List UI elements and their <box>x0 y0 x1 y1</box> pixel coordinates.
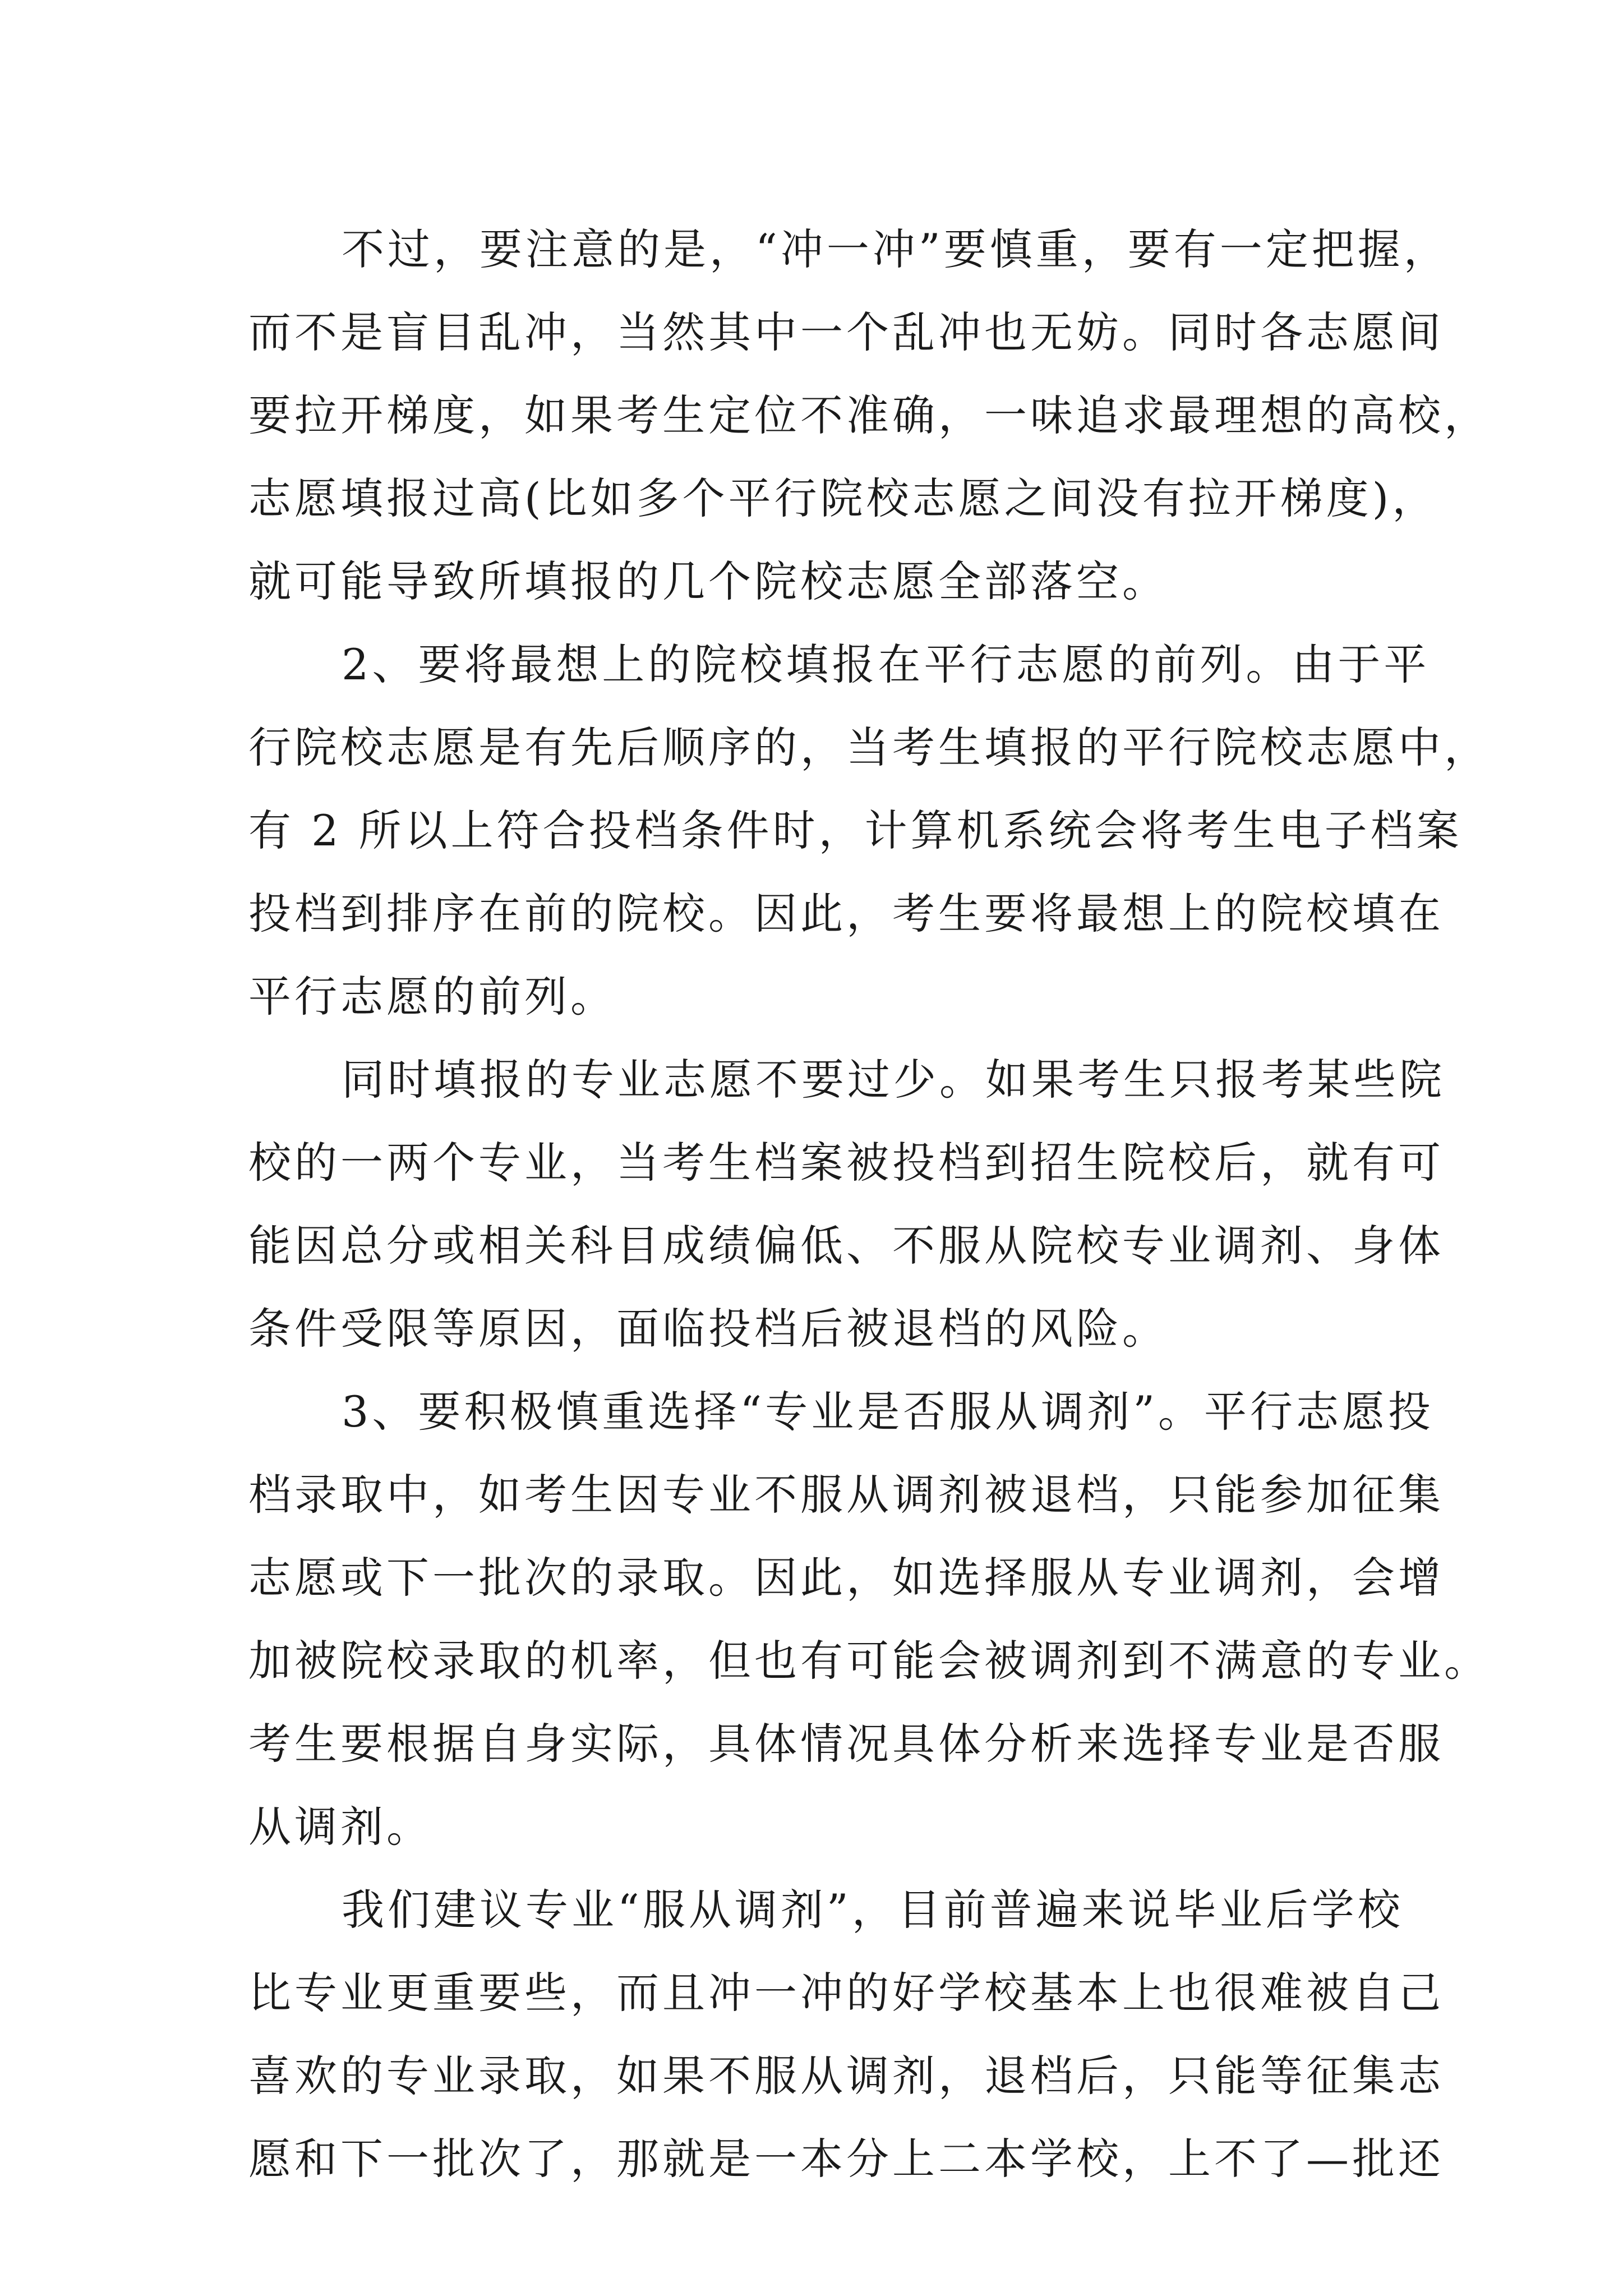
text-line: 不过，要注意的是，“冲一冲”要慎重，要有一定把握， <box>342 224 1450 274</box>
text-line: 2、要将最想上的院校填报在平行志愿的前列。由于平 <box>342 639 1430 689</box>
text-line: 投档到排序在前的院校。因此，考生要将最想上的院校填在 <box>248 889 1444 938</box>
text-line: 校的一两个专业，当考生档案被投档到招生院校后，就有可 <box>248 1138 1444 1188</box>
text-line: 3、要积极慎重选择“专业是否服从调剂”。平行志愿投 <box>342 1387 1435 1437</box>
text-line: 能因总分或相关科目成绩偏低、不服从院校专业调剂、身体 <box>248 1221 1444 1271</box>
text-line: 就可能导致所填报的几个院校志愿全部落空。 <box>248 556 1168 606</box>
text-line: 同时填报的专业志愿不要过少。如果考生只报考某些院 <box>342 1055 1445 1105</box>
text-line: 考生要根据自身实际，具体情况具体分析来选择专业是否服 <box>248 1719 1444 1769</box>
text-line: 从调剂。 <box>248 1802 432 1852</box>
text-line: 平行志愿的前列。 <box>248 972 616 1022</box>
text-line: 要拉开梯度，如果考生定位不准确，一味追求最理想的高校， <box>248 390 1490 440</box>
text-line: 比专业更重要些，而且冲一冲的好学校基本上也很难被自己 <box>248 1968 1444 2018</box>
text-line: 有 2 所以上符合投档条件时，计算机系统会将考生电子档案 <box>248 806 1463 855</box>
text-line: 条件受限等原因，面临投档后被退档的风险。 <box>248 1304 1168 1354</box>
text-line: 喜欢的专业录取，如果不服从调剂，退档后，只能等征集志 <box>248 2051 1444 2101</box>
text-line: 志愿或下一批次的录取。因此，如选择服从专业调剂，会增 <box>248 1553 1444 1603</box>
text-line: 加被院校录取的机率，但也有可能会被调剂到不满意的专业。 <box>248 1636 1490 1686</box>
text-line: 我们建议专业“服从调剂”，目前普遍来说毕业后学校 <box>342 1885 1404 1935</box>
document-body <box>248 208 1490 2201</box>
text-line: 愿和下一批次了，那就是一本分上二本学校，上不了—批还 <box>248 2134 1444 2184</box>
text-line: 行院校志愿是有先后顺序的，当考生填报的平行院校志愿中， <box>248 723 1490 772</box>
text-line: 而不是盲目乱冲，当然其中一个乱冲也无妨。同时各志愿间 <box>248 307 1444 357</box>
text-line: 志愿填报过高(比如多个平行院校志愿之间没有拉开梯度)， <box>248 473 1438 523</box>
text-line: 档录取中，如考生因专业不服从调剂被退档，只能参加征集 <box>248 1470 1444 1520</box>
